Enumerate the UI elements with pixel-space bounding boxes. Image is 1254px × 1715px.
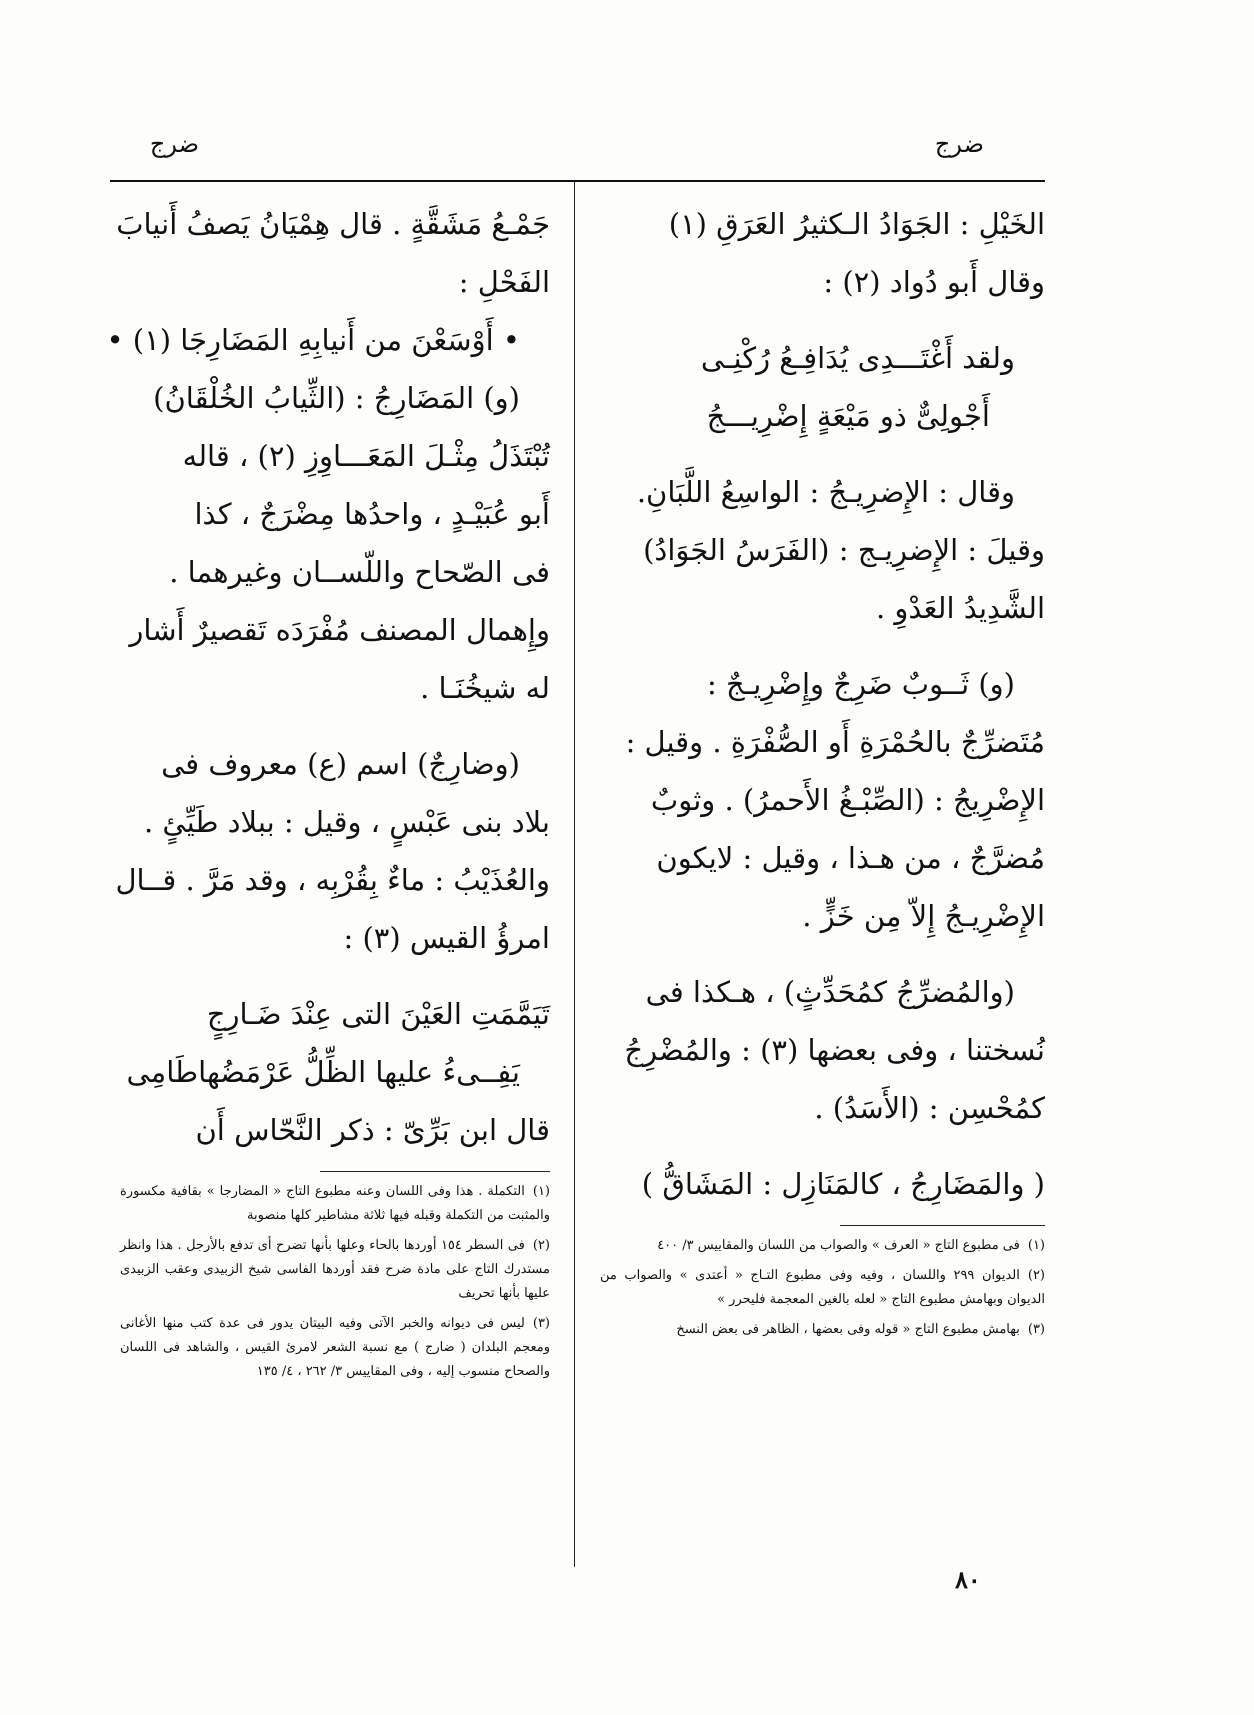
text-line: (و) المَضَارِجُ : (الثِّيابُ الخُلْقَانُ) — [153, 381, 520, 415]
text-line: والعُذَيْبُ : ماءٌ بِقُرْبِه ، وقد مَرَّ . قــال — [115, 863, 550, 897]
text-line: قال ابن بَرِّىّ : ذكر النَّحّاس أَن — [195, 1113, 550, 1147]
text-line: الشَّدِيدُ العَدْوِ . — [875, 591, 1045, 625]
page-number: ٨٠ — [955, 1565, 981, 1594]
text-line: (والمُضرِّجُ كمُحَدِّثٍ) ، هـكذا فى — [645, 975, 1015, 1009]
footnote — [600, 1234, 1045, 1258]
header-left-word: ضرج — [149, 130, 199, 158]
text-line: امرؤُ القيس (٣) : — [343, 921, 550, 955]
footnote-number: (١) — [532, 1184, 550, 1199]
left-column — [106, 195, 550, 1390]
footnote-text: فى مطبوع التاج « العرف » والصواب من اللسان والمقاييس ٣/ ٤٠٠ — [657, 1238, 1020, 1253]
text-line: بلاد بنى عَبْسٍ ، وقيل : ببلاد طَيِّئٍ . — [143, 805, 550, 839]
verse-line: يَفِــىءُ عليها الظِّلُّ عَرْمَضُهاطَامِى — [126, 1055, 520, 1089]
header-rule — [110, 180, 1045, 182]
verse-line: تَيَمَّمَتِ العَيْنَ التى عِنْدَ ضَـارِجٍ — [206, 997, 550, 1031]
footnote-rule — [840, 1225, 1045, 1226]
text-line: وقال : الإِضرِيـجُ : الواسِعُ اللَّبَانِ. — [636, 475, 1015, 509]
verse-line: أَجْولِىٌّ ذو مَيْعَةٍ إِضْرِيـــجُ — [706, 399, 990, 433]
text-line: وقال أَبو دُواد (٢) : — [823, 265, 1045, 299]
text-line: وإِهمال المصنف مُفْرَدَه تَقصيرٌ أَشار — [129, 613, 550, 647]
text-line: فى الصّحاح واللّســان وغيرهما . — [169, 555, 550, 589]
text-line: وقيلَ : الإِضرِيـج : (الفَرَسُ الجَوَادُ) — [643, 533, 1045, 567]
footnote-number: (٣) — [532, 1316, 550, 1331]
footnote-number: (٢) — [1027, 1268, 1045, 1283]
verse-line: ولقد أَغْتَـــدِى يُدَافِـعُ رُكْنِـى — [700, 341, 1015, 375]
text-line: تُبْتَذَلُ مِثْـلَ المَعَـــاوِزِ (٢) ، قاله — [182, 439, 550, 473]
text-line: مُتَضرِّجٌ بالحُمْرَةِ أَو الصُّفْرَةِ . وقيل : — [625, 725, 1045, 759]
text-line: (وضارِجٌ) اسم (ع) معروف فى — [161, 747, 520, 781]
text-line: نُسختنا ، وفى بعضها (٣) : والمُضْرِجُ — [624, 1033, 1045, 1067]
text-line: الفَحْلِ : — [458, 265, 550, 299]
footnote-number: (٣) — [1027, 1322, 1045, 1337]
footnote-number: (٢) — [532, 1238, 550, 1253]
right-column — [600, 195, 1045, 1348]
footnote — [120, 1180, 550, 1228]
footnote-rule — [320, 1171, 550, 1172]
footnote-text: الديوان ٢٩٩ واللسان ، وفيه وفى مطبوع التـاج « أعتدى » والصواب من الديوان وبهامش مطبوع التاج « لعله بالغين المعجمة فليحرر » — [600, 1268, 1045, 1307]
footnote-text: التكملة . هذا وفى اللسان وعنه مطبوع التاج « المضارجا » بقافية مكسورة والمثبت من التكملة وقبله فيها ثلاثة مشاطير كلها منصوبة — [120, 1184, 550, 1223]
header-right-word: ضرج — [934, 130, 984, 158]
text-line: أَبو عُبَيْـدٍ ، واحدُها مِضْرَجٌ ، كذا — [194, 497, 550, 531]
text-line: ( والمَضَارِجُ ، كالمَنَازِل : المَشَاقُّ ) — [641, 1167, 1045, 1201]
footnote-text: فى السطر ١٥٤ أوردها بالحاء وعلها بأنها تضرح أى تدفع بالأرجل . هذا وانظر مستدرك التاج على مادة ضرح فقد أوردها الفاسى شيخ الزبيدى وعقب الزبيدى عليها بأنها تحريف — [120, 1238, 550, 1301]
footnote — [600, 1318, 1045, 1342]
footnote-text: ليس فى ديوانه والخبر الآتى وفيه البيتان يدور فى عدة كتب منها الأغانى ومعجم البلدان ( ضارج ) مع نسبة الشعر لامرئ القيس ، والشاهد فى اللسان والصحاح منسوب إليه ، وفى المقاييس ٣/ ٢٦٢ ، ٤/ ١٣٥ — [120, 1316, 550, 1379]
footnote — [120, 1312, 550, 1384]
column-divider — [574, 182, 575, 1567]
text-line: مُضرَّجٌ ، من هـذا ، وقيل : لايكون — [656, 841, 1045, 875]
footnote — [600, 1264, 1045, 1312]
text-line: له شيخُنَـا . — [420, 671, 550, 705]
text-line: (و) ثَــوبٌ ضَرِجٌ وإِضْرِيـجٌ : — [707, 667, 1015, 701]
text-line: جَمْـعُ مَشَقَّةٍ . قال هِمْيَانُ يَصفُ أَنيابَ — [116, 207, 550, 241]
footnote — [120, 1234, 550, 1306]
text-line: الإِضْرِيـجُ إِلاّ مِن خَزٍّ . — [802, 899, 1045, 933]
text-line: الخَيْلِ : الجَوَادُ الـكثيرُ العَرَقِ (١) — [668, 207, 1045, 241]
footnote-text: بهامش مطبوع التاج « قوله وفى بعضها ، الظاهر فى بعض النسخ — [676, 1322, 1020, 1337]
text-line: الإِضْرِيجُ : (الصِّبْـغُ الأَحمرُ) . وثوبٌ — [650, 783, 1045, 817]
text-line: كمُحْسِن : (الأَسَدُ) . — [814, 1091, 1045, 1125]
footnote-number: (١) — [1027, 1238, 1045, 1253]
verse-line: • أَوْسَعْنَ من أَنيابِهِ المَضَارِجَا (١) • — [106, 323, 520, 357]
